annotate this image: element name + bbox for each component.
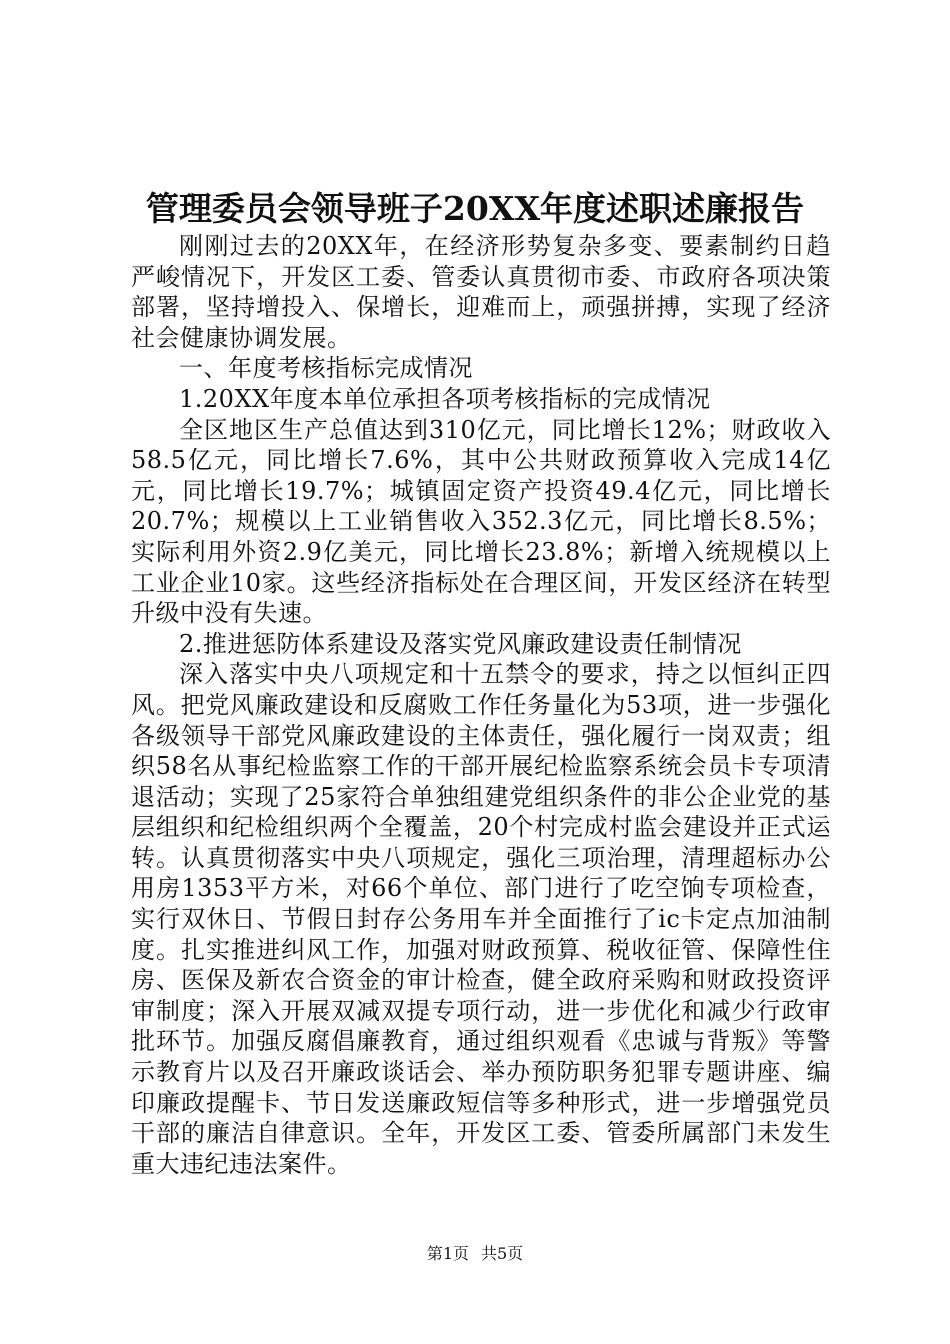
section-heading-1: 一、年度考核指标完成情况	[179, 354, 473, 383]
document-body	[131, 231, 831, 1179]
paragraph-indicators: 全区地区生产总值达到310亿元，同比增长12%；财政收入58.5亿元，同比增长7.6%，其中公共财政预算收入完成14亿元，同比增长19.7%；城镇固定资产投资49.4亿元，同比增长20.7%；规模以上工业销售收入352.3亿元，同比增长8.5%；实际利用外资2.9亿美元，同比增长23.8%；新增入统规模以上工业企业10家。这些经济指标处在合理区间，开发区经济在转型升级中没有失速。	[131, 415, 831, 628]
paragraph-intro: 刚刚过去的20XX年，在经济形势复杂多变、要素制约日趋严峻情况下，开发区工委、管委认真贯彻市委、市政府各项决策部署，坚持增投入、保增长，迎难而上，顽强拼搏，实现了经济社会健康协调发展。	[131, 232, 831, 352]
document-title: 管理委员会领导班子20XX年度述职述廉报告	[145, 189, 805, 228]
page-footer	[0, 1243, 950, 1265]
page-number: 第1页	[426, 1244, 469, 1263]
subsection-heading-2: 2.推进惩防体系建设及落实党风廉政建设责任制情况	[179, 629, 742, 658]
page-total: 共5页	[481, 1244, 524, 1263]
paragraph-anticorruption: 深入落实中央八项规定和十五禁令的要求，持之以恒纠正四风。把党风廉政建设和反腐败工作任务量化为53项，进一步强化各级领导干部党风廉政建设的主体责任，强化履行一岗双责；组织58名从事纪检监察工作的干部开展纪检监察系统会员卡专项清退活动；实现了25家符合单独组建党组织条件的非公企业党的基层组织和纪检组织两个全覆盖，20个村完成村监会建设并正式运转。认真贯彻落实中央八项规定，强化三项治理，清理超标办公用房1353平方米，对66个单位、部门进行了吃空饷专项检查，实行双休日、节假日封存公务用车并全面推行了ic卡定点加油制度。扎实推进纠风工作，加强对财政预算、税收征管、保障性住房、医保及新农合资金的审计检查，健全政府采购和财政投资评审制度；深入开展双减双提专项行动，进一步优化和减少行政审批环节。加强反腐倡廉教育，通过组织观看《忠诚与背叛》等警示教育片以及召开廉政谈话会、举办预防职务犯罪专题讲座、编印廉政提醒卡、节日发送廉政短信等多种形式，进一步增强党员干部的廉洁自律意识。全年，开发区工委、管委所属部门未发生重大违纪违法案件。	[131, 660, 831, 1178]
subsection-heading-1: 1.20XX年度本单位承担各项考核指标的完成情况	[179, 384, 711, 413]
